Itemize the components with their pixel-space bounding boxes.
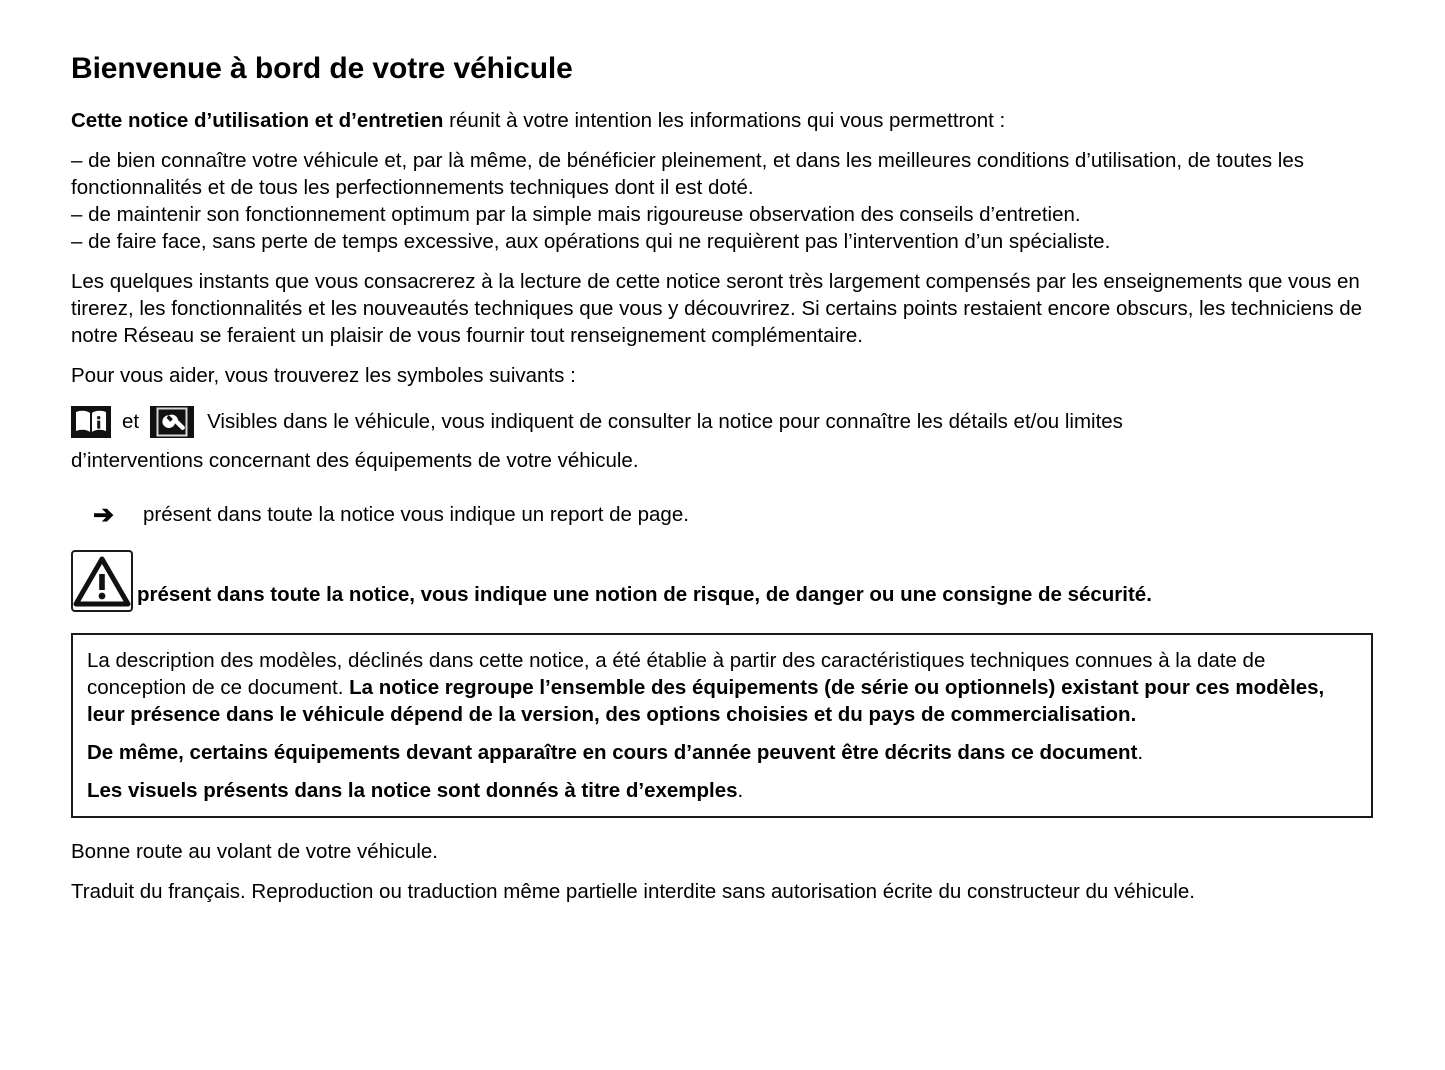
disclaimer-paragraph-1 [87,647,1357,728]
symbols-visible-text: Visibles dans le véhicule, vous indiquent de consulter la notice pour connaître les détails et/ou limites [207,409,1123,433]
disclaimer-p1-regular: La description des modèles, déclinés dans cette notice, a été établie à partir des caractéristiques techniques connues à la date de conception de ce document. [87,648,1266,700]
intro-lead-rest: réunit à votre intention les informations qui vous permettront : [443,108,1006,132]
disclaimer-p3-bold: Les visuels présents dans la notice sont donnés à titre d’exemples [87,779,738,803]
disclaimer-p2-bold: De même, certains équipements devant apparaître en cours d’année peuvent être décrits dans ce document [87,741,1138,765]
page-title: Bienvenue à bord de votre véhicule [71,52,573,85]
warning-legend-text: présent dans toute la notice, vous indique une notion de risque, de danger ou une consigne de sécurité. [137,583,1152,607]
list-item: – de maintenir son fonctionnement optimum par la simple mais rigoureuse observation des conseils d’entretien. [71,202,1081,226]
intro-paragraph [71,107,1373,134]
disclaimer-paragraph-3 [87,777,1357,804]
closing-line-2: Traduit du français. Reproduction ou traduction même partielle interdite sans autorisation écrite du constructeur du véhicule. [71,880,1195,904]
intro-lead-bold: Cette notice d’utilisation et d’entretien [71,108,444,132]
disclaimer-p3-tail: . [737,779,744,803]
disclaimer-paragraph-2 [87,739,1357,766]
symbols-legend-row [71,406,1375,438]
compensation-paragraph: Les quelques instants que vous consacrerez à la lecture de cette notice seront très largement compensés par les enseignements que vous en tirerez, les fonctionnalités et les nouveautés techniques que vous y découvrirez. Si certains points restaient encore obscurs, les techniciens de notre Réseau se feraient un plaisir de vous fournir tout renseignement complémentaire. [71,269,1363,347]
benefits-list [71,147,1375,255]
list-item: – de bien connaître votre véhicule et, par là même, de bénéficier pleinement, et dans les meilleures conditions d’utilisation, de toutes les fonctionnalités et de tous les perfectionnements techniques dont il est doté. [71,148,1304,199]
disclaimer-p2-tail: . [1137,741,1144,765]
book-info-icon [71,406,111,438]
arrow-right-icon: ➔ [93,500,114,529]
warning-legend-row [71,550,1375,612]
closing-section [71,838,1375,905]
wrench-icon [150,406,194,438]
warning-triangle-icon [71,550,133,612]
symbols-intro-paragraph: Pour vous aider, vous trouverez les symboles suivants : [71,363,576,387]
disclaimer-p1-bold: La notice regroupe l’ensemble des équipements (de série ou optionnels) existant pour ces modèles, leur présence dans le véhicule dépend de la version, des options choisies et du pays de commercialisation. [87,676,1325,727]
symbols-visible-text-continued: d’interventions concernant des équipements de votre véhicule. [71,448,639,472]
page-reference-legend-text: présent dans toute la notice vous indique un report de page. [143,503,689,527]
symbols-connector-label: et [122,409,140,433]
disclaimer-box [71,633,1373,818]
closing-line-1: Bonne route au volant de votre véhicule. [71,840,438,864]
page-reference-legend-row [71,500,1375,529]
list-item: – de faire face, sans perte de temps excessive, aux opérations qui ne requièrent pas l’intervention d’un spécialiste. [71,229,1111,253]
